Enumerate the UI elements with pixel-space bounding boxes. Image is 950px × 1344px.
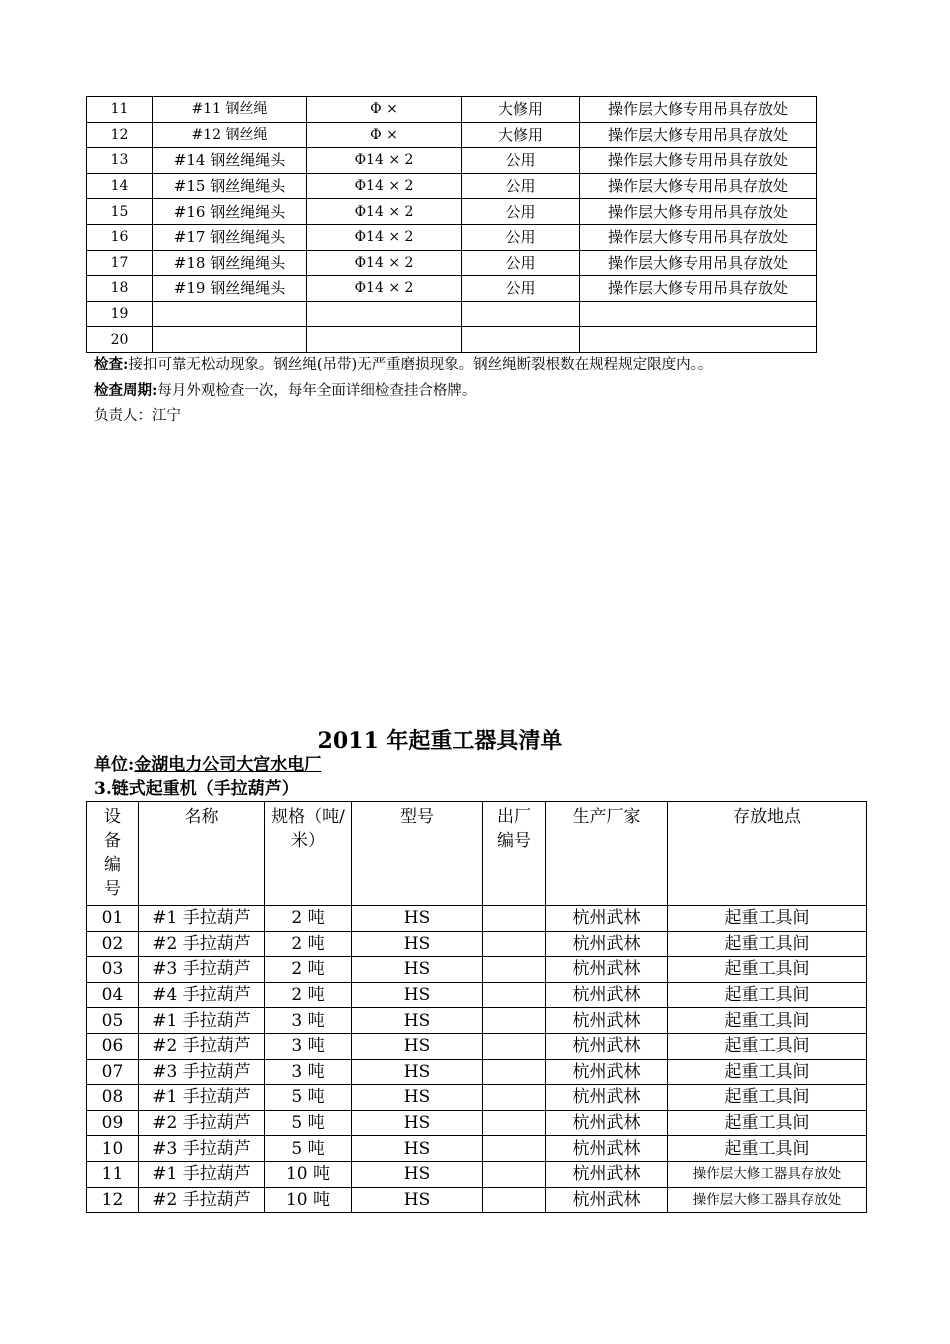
row-number-cell: 18	[87, 276, 153, 302]
device-no-cell: 10	[87, 1136, 139, 1162]
table-row	[87, 276, 817, 302]
location-cell: 起重工具间	[668, 982, 867, 1008]
row-number-cell: 19	[87, 301, 153, 327]
location-cell: 起重工具间	[668, 1033, 867, 1059]
maker-cell: 杭州武林	[546, 982, 668, 1008]
header-name: 名称	[139, 802, 265, 906]
usage-cell: 公用	[462, 250, 580, 276]
location-cell	[580, 327, 817, 353]
model-cell: HS	[352, 1110, 483, 1136]
device-no-cell: 03	[87, 957, 139, 983]
spec-cell: Φ14 × 2	[307, 148, 462, 174]
location-cell: 操作层大修工器具存放处	[668, 1187, 867, 1213]
device-no-cell: 09	[87, 1110, 139, 1136]
check-label: 检查:	[94, 356, 129, 373]
maker-cell: 杭州武林	[546, 1187, 668, 1213]
row-number-cell: 13	[87, 148, 153, 174]
row-number-cell: 20	[87, 327, 153, 353]
spec-cell: 2 吨	[265, 957, 352, 983]
spec-cell: Φ ×	[307, 122, 462, 148]
usage-cell: 公用	[462, 173, 580, 199]
row-number-cell: 17	[87, 250, 153, 276]
row-number-cell: 11	[87, 97, 153, 123]
model-cell: HS	[352, 1136, 483, 1162]
device-no-cell: 08	[87, 1085, 139, 1111]
location-cell: 操作层大修专用吊具存放处	[580, 250, 817, 276]
usage-cell	[462, 301, 580, 327]
location-cell: 操作层大修工器具存放处	[668, 1161, 867, 1187]
unit-name: 金湖电力公司大宫水电厂	[134, 755, 322, 775]
location-cell: 起重工具间	[668, 957, 867, 983]
spec-cell: Φ14 × 2	[307, 250, 462, 276]
table-row	[87, 1136, 867, 1162]
maker-cell: 杭州武林	[546, 1008, 668, 1034]
name-cell: #11 钢丝绳	[153, 97, 307, 123]
spec-cell: 2 吨	[265, 982, 352, 1008]
device-no-cell: 07	[87, 1059, 139, 1085]
model-cell: HS	[352, 1187, 483, 1213]
table-row	[87, 1008, 867, 1034]
usage-cell: 公用	[462, 199, 580, 225]
maker-cell: 杭州武林	[546, 1161, 668, 1187]
maker-cell: 杭州武林	[546, 931, 668, 957]
row-number-cell: 16	[87, 224, 153, 250]
name-cell: #19 钢丝绳绳头	[153, 276, 307, 302]
maker-cell: 杭州武林	[546, 1085, 668, 1111]
check-text: 接扣可靠无松动现象。钢丝绳(吊带)无严重磨损现象。钢丝绳断裂根数在规程规定限度内。。	[128, 357, 713, 373]
table-row	[87, 122, 817, 148]
model-cell: HS	[352, 957, 483, 983]
check-note	[94, 355, 712, 375]
table-row	[87, 148, 817, 174]
table-row	[87, 1059, 867, 1085]
serial-cell	[483, 1008, 546, 1034]
model-cell: HS	[352, 1085, 483, 1111]
spec-cell	[307, 301, 462, 327]
model-cell: HS	[352, 1008, 483, 1034]
name-cell	[153, 301, 307, 327]
spec-cell: 3 吨	[265, 1059, 352, 1085]
section-subtitle: 3.链式起重机（手拉葫芦）	[94, 779, 299, 799]
spec-cell: Φ14 × 2	[307, 224, 462, 250]
location-cell: 操作层大修专用吊具存放处	[580, 276, 817, 302]
name-cell	[153, 327, 307, 353]
table-row	[87, 1161, 867, 1187]
location-cell: 起重工具间	[668, 1110, 867, 1136]
name-cell: #2 手拉葫芦	[139, 1033, 265, 1059]
location-cell: 操作层大修专用吊具存放处	[580, 97, 817, 123]
table-row	[87, 250, 817, 276]
device-no-cell: 04	[87, 982, 139, 1008]
name-cell: #15 钢丝绳绳头	[153, 173, 307, 199]
spec-cell: 5 吨	[265, 1136, 352, 1162]
spec-cell: 10 吨	[265, 1161, 352, 1187]
table-row	[87, 1110, 867, 1136]
table-row	[87, 906, 867, 932]
serial-cell	[483, 1161, 546, 1187]
maker-cell: 杭州武林	[546, 1059, 668, 1085]
serial-cell	[483, 1136, 546, 1162]
name-cell: #1 手拉葫芦	[139, 1161, 265, 1187]
serial-cell	[483, 931, 546, 957]
serial-cell	[483, 1085, 546, 1111]
location-cell: 操作层大修专用吊具存放处	[580, 199, 817, 225]
serial-cell	[483, 1187, 546, 1213]
usage-cell: 公用	[462, 224, 580, 250]
usage-cell: 公用	[462, 276, 580, 302]
usage-cell	[462, 327, 580, 353]
name-cell: #1 手拉葫芦	[139, 906, 265, 932]
device-no-cell: 06	[87, 1033, 139, 1059]
table-row	[87, 931, 867, 957]
location-cell: 操作层大修专用吊具存放处	[580, 173, 817, 199]
model-cell: HS	[352, 1161, 483, 1187]
unit-line	[94, 754, 321, 776]
header-serial: 出厂编号	[483, 802, 546, 906]
row-number-cell: 12	[87, 122, 153, 148]
row-number-cell: 15	[87, 199, 153, 225]
hoist-inventory-table	[86, 801, 867, 1213]
device-no-cell: 11	[87, 1161, 139, 1187]
name-cell: #17 钢丝绳绳头	[153, 224, 307, 250]
table-row	[87, 1187, 867, 1213]
period-text: 每月外观检查一次，每年全面详细检查挂合格牌。	[157, 383, 477, 399]
name-cell: #3 手拉葫芦	[139, 1059, 265, 1085]
header-device-no: 设备编号	[87, 802, 139, 906]
location-cell	[580, 301, 817, 327]
name-cell: #12 钢丝绳	[153, 122, 307, 148]
spec-cell: Φ14 × 2	[307, 199, 462, 225]
model-cell: HS	[352, 1059, 483, 1085]
location-cell: 起重工具间	[668, 1085, 867, 1111]
table-row	[87, 1033, 867, 1059]
spec-cell: 2 吨	[265, 906, 352, 932]
header-maker: 生产厂家	[546, 802, 668, 906]
usage-cell: 大修用	[462, 122, 580, 148]
spec-cell: 10 吨	[265, 1187, 352, 1213]
maker-cell: 杭州武林	[546, 1033, 668, 1059]
row-number-cell: 14	[87, 173, 153, 199]
maker-cell: 杭州武林	[546, 906, 668, 932]
maker-cell: 杭州武林	[546, 1110, 668, 1136]
device-no-cell: 02	[87, 931, 139, 957]
name-cell: #3 手拉葫芦	[139, 957, 265, 983]
location-cell: 起重工具间	[668, 1136, 867, 1162]
location-cell: 起重工具间	[668, 906, 867, 932]
model-cell: HS	[352, 931, 483, 957]
location-cell: 起重工具间	[668, 931, 867, 957]
document-title: 2011 年起重工器具清单	[317, 728, 563, 754]
table-row	[87, 97, 817, 123]
serial-cell	[483, 906, 546, 932]
table-header-row	[87, 802, 867, 906]
spec-cell: 3 吨	[265, 1008, 352, 1034]
name-cell: #1 手拉葫芦	[139, 1008, 265, 1034]
name-cell: #16 钢丝绳绳头	[153, 199, 307, 225]
location-cell: 操作层大修专用吊具存放处	[580, 148, 817, 174]
serial-cell	[483, 957, 546, 983]
location-cell: 起重工具间	[668, 1059, 867, 1085]
location-cell: 起重工具间	[668, 1008, 867, 1034]
rope-inventory-table	[86, 96, 817, 353]
spec-cell: 5 吨	[265, 1110, 352, 1136]
table-row	[87, 1085, 867, 1111]
unit-label: 单位:	[94, 755, 135, 775]
maker-cell: 杭州武林	[546, 1136, 668, 1162]
model-cell: HS	[352, 1033, 483, 1059]
serial-cell	[483, 1110, 546, 1136]
model-cell: HS	[352, 982, 483, 1008]
name-cell: #2 手拉葫芦	[139, 1110, 265, 1136]
spec-cell: 5 吨	[265, 1085, 352, 1111]
spec-cell: Φ14 × 2	[307, 276, 462, 302]
spec-cell: Φ14 × 2	[307, 173, 462, 199]
owner-note: 负责人：江宁	[94, 408, 181, 424]
location-cell: 操作层大修专用吊具存放处	[580, 122, 817, 148]
maker-cell: 杭州武林	[546, 957, 668, 983]
period-note	[94, 381, 476, 401]
name-cell: #4 手拉葫芦	[139, 982, 265, 1008]
name-cell: #2 手拉葫芦	[139, 931, 265, 957]
name-cell: #3 手拉葫芦	[139, 1136, 265, 1162]
serial-cell	[483, 1059, 546, 1085]
device-no-cell: 05	[87, 1008, 139, 1034]
serial-cell	[483, 1033, 546, 1059]
header-spec: 规格（吨/米）	[265, 802, 352, 906]
table-row	[87, 982, 867, 1008]
name-cell: #18 钢丝绳绳头	[153, 250, 307, 276]
usage-cell: 公用	[462, 148, 580, 174]
name-cell: #2 手拉葫芦	[139, 1187, 265, 1213]
spec-cell: 2 吨	[265, 931, 352, 957]
table-row	[87, 957, 867, 983]
device-no-cell: 12	[87, 1187, 139, 1213]
spec-cell: Φ ×	[307, 97, 462, 123]
table-row	[87, 301, 817, 327]
header-location: 存放地点	[668, 802, 867, 906]
model-cell: HS	[352, 906, 483, 932]
spec-cell: 3 吨	[265, 1033, 352, 1059]
table-row	[87, 224, 817, 250]
name-cell: #1 手拉葫芦	[139, 1085, 265, 1111]
serial-cell	[483, 982, 546, 1008]
location-cell: 操作层大修专用吊具存放处	[580, 224, 817, 250]
table-row	[87, 327, 817, 353]
period-label: 检查周期:	[94, 382, 158, 399]
header-model: 型号	[352, 802, 483, 906]
spec-cell	[307, 327, 462, 353]
table-row	[87, 173, 817, 199]
name-cell: #14 钢丝绳绳头	[153, 148, 307, 174]
device-no-cell: 01	[87, 906, 139, 932]
table-row	[87, 199, 817, 225]
usage-cell: 大修用	[462, 97, 580, 123]
